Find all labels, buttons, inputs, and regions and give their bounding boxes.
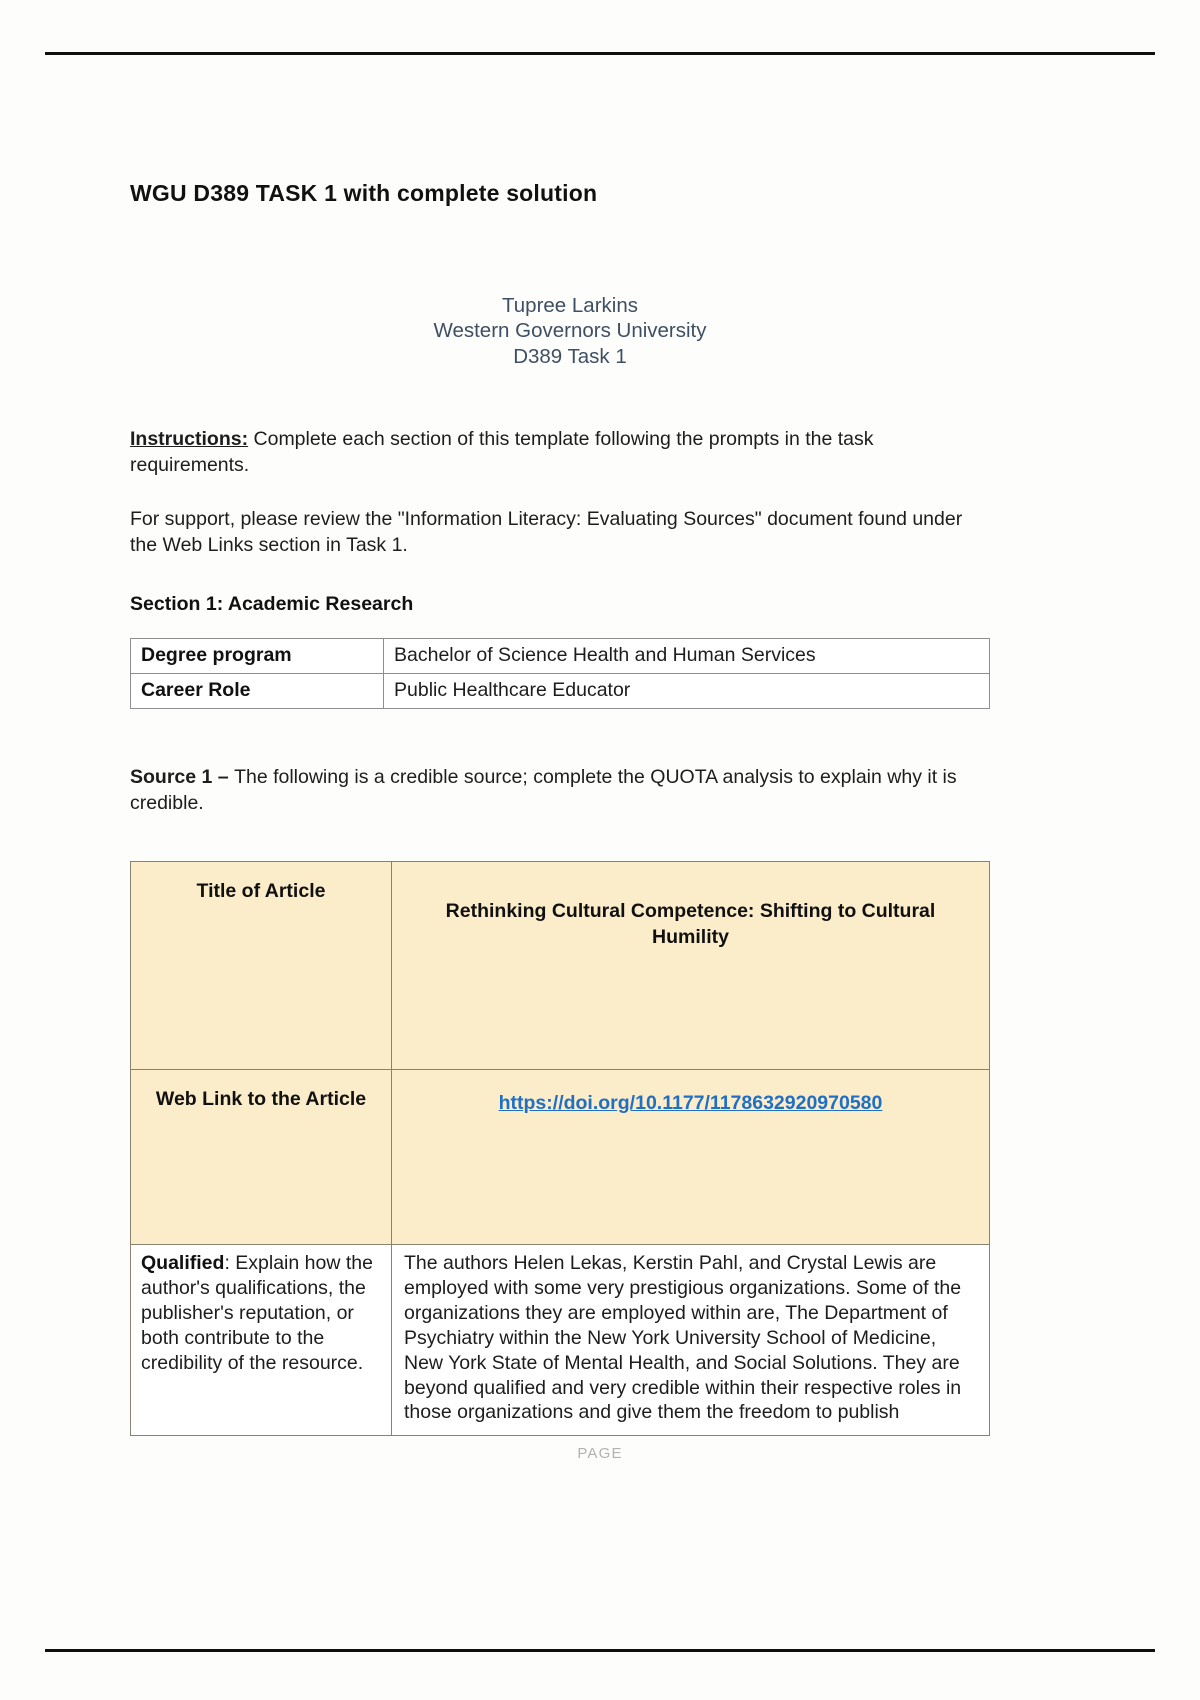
source-1-text: The following is a credible source; complete the QUOTA analysis to explain why it is credible. <box>130 765 957 814</box>
qualified-prompt <box>131 1244 392 1436</box>
header-rule <box>45 52 1155 55</box>
quota-analysis-table <box>130 861 990 1437</box>
page-footer: PAGE <box>577 1445 623 1462</box>
page-title: WGU D389 TASK 1 with complete solution <box>130 180 598 206</box>
footer-rule <box>45 1649 1155 1652</box>
degree-program-value: Bachelor of Science Health and Human Services <box>384 638 990 673</box>
table-row-title <box>131 861 990 1069</box>
qualified-label: Qualified <box>141 1251 225 1274</box>
academic-research-table <box>130 638 990 709</box>
career-role-value: Public Healthcare Educator <box>384 673 990 708</box>
table-row <box>131 638 990 673</box>
document-content <box>130 180 990 1436</box>
title-of-article-value: Rethinking Cultural Competence: Shifting to Cultural Humility <box>392 861 990 1069</box>
section-1-heading: Section 1: Academic Research <box>130 592 414 615</box>
author-name: Tupree Larkins <box>502 294 638 317</box>
instructions-paragraph <box>130 427 990 479</box>
degree-program-label: Degree program <box>131 638 384 673</box>
web-link-cell <box>392 1069 990 1244</box>
career-role-label: Career Role <box>131 673 384 708</box>
qualified-prompt-text: : Explain how the author's qualifications, the publisher's reputation, or both contribute to the credibility of the resource. <box>141 1251 373 1374</box>
author-institution: Western Governors University <box>433 319 707 343</box>
author-course: D389 Task 1 <box>513 344 627 368</box>
qualified-response: The authors Helen Lekas, Kerstin Pahl, and Crystal Lewis are employed with some very prestigious organizations. Some of the organizations they are employed within are, The Department of Psychiatry within the New York University School of Medicine, New York State of Mental Health, and Social Solutions. They are beyond qualified and very credible within their respective roles in those organizations and give them the freedom to publish <box>392 1244 990 1436</box>
source-1-paragraph <box>130 765 990 817</box>
table-row <box>131 673 990 708</box>
article-doi-link[interactable]: https://doi.org/10.1177/1178632920970580 <box>498 1091 883 1114</box>
title-of-article-label: Title of Article <box>131 861 392 1069</box>
source-1-lead: Source 1 – <box>130 765 235 788</box>
web-link-label: Web Link to the Article <box>131 1069 392 1244</box>
instructions-text: Complete each section of this template following the prompts in the task requirements. <box>130 428 874 477</box>
table-row-weblink <box>131 1069 990 1244</box>
author-block <box>130 293 990 369</box>
table-row-qualified <box>131 1244 990 1436</box>
support-paragraph: For support, please review the "Information Literacy: Evaluating Sources" document found under the Web Links section in Task 1. <box>130 508 963 556</box>
instructions-label: Instructions: <box>130 428 249 451</box>
